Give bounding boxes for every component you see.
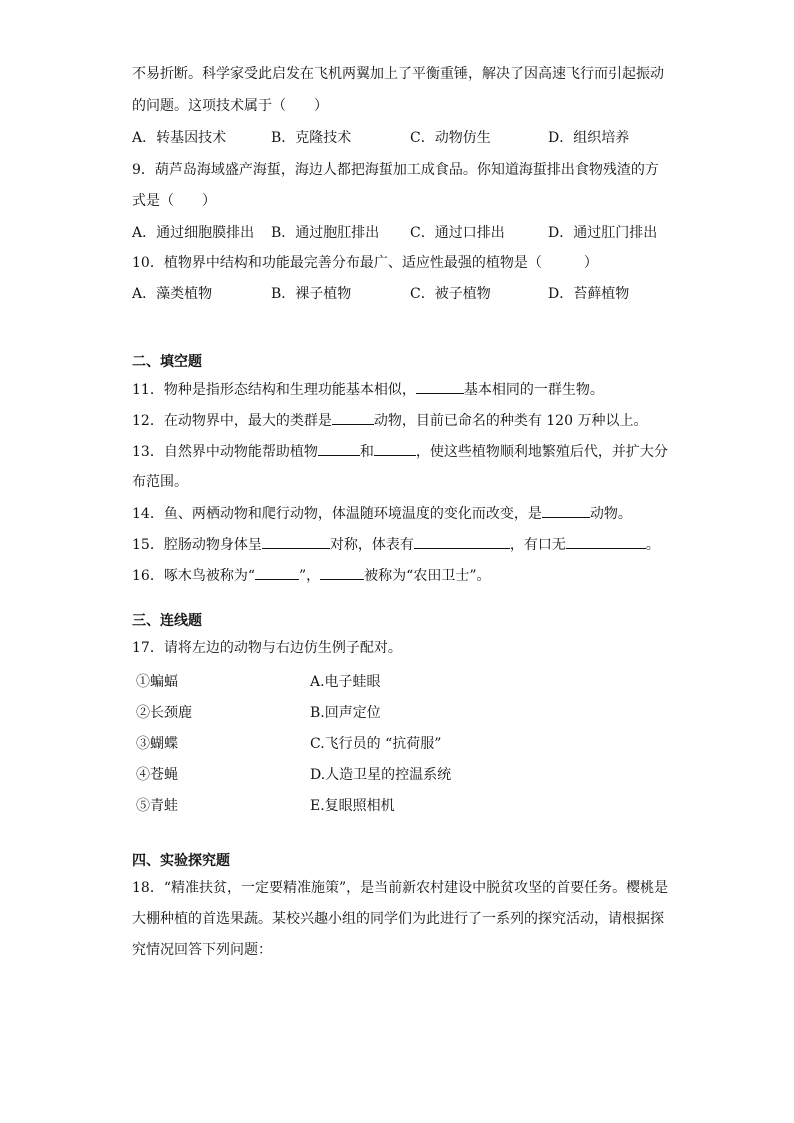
q9-line1: 9．葫芦岛海域盛产海蜇，海边人都把海蜇加工成食品。你知道海蜇排出食物残渣的方	[132, 162, 659, 178]
q18-line2: 大棚种植的首选果蔬。某校兴趣小组的同学们为此进行了一系列的探究活动，请根据探	[132, 911, 664, 927]
q12-text-a: 12．在动物界中，最大的类群是	[132, 413, 332, 429]
section-4-title: 四、实验探究题	[132, 853, 230, 869]
q14	[132, 503, 632, 524]
q10-option-b: B．裸子植物	[271, 286, 352, 302]
q10-option-c: C．被子植物	[410, 286, 491, 302]
q16-text-a: 16．啄木鸟被称为“	[132, 568, 255, 584]
q13-blank-1[interactable]	[318, 441, 360, 456]
q13-line2: 布范围。	[132, 474, 188, 490]
q15-blank-2[interactable]	[414, 534, 510, 549]
q15-text-c: ，有口无	[509, 537, 566, 553]
section-3-title: 三、连线题	[132, 613, 202, 629]
q13-text-a: 13．自然界中动物能帮助植物	[132, 444, 318, 460]
q16-blank-2[interactable]	[320, 565, 364, 580]
q8-option-d: D．组织培养	[548, 130, 630, 146]
q17-right-item-c[interactable]: C.飞行员的 “抗荷服”	[310, 736, 442, 752]
q8-option-a: A．转基因技术	[132, 130, 227, 146]
q16-text-c: 被称为“农田卫士”。	[364, 568, 491, 584]
q10-option-d: D．苔藓植物	[548, 286, 630, 302]
q14-text-b: 动物。	[589, 506, 632, 522]
q12-blank[interactable]	[332, 410, 374, 425]
q15-text-b: 对称，体表有	[329, 537, 414, 553]
q13-text-c: ，使这些植物顺利地繁殖后代，并扩大分	[415, 444, 668, 460]
q17-left-item-5[interactable]: ⑤青蛙	[136, 798, 178, 814]
q13	[132, 441, 668, 462]
q16-text-b: ”，	[298, 568, 321, 584]
q18-line3: 究情况回答下列问题：	[132, 942, 272, 958]
q16-blank-1[interactable]	[255, 565, 299, 580]
q17-right-item-e[interactable]: E.复眼照相机	[310, 798, 395, 814]
q15-blank-3[interactable]	[566, 534, 646, 549]
q8-line2: 的问题。这项技术属于（ ）	[132, 98, 328, 114]
q18-line1: 18．“精准扶贫，一定要精准施策”，是当前新农村建设中脱贫攻坚的首要任务。樱桃是	[132, 880, 669, 896]
q10-option-a: A．藻类植物	[132, 286, 213, 302]
q11-blank[interactable]	[416, 379, 464, 394]
q11-text-a: 11．物种是指形态结构和生理功能基本相似，	[132, 382, 416, 398]
q9-line2: 式是（ ）	[132, 193, 216, 209]
q17-right-item-a[interactable]: A.电子蛙眼	[310, 674, 381, 690]
q17-right-item-b[interactable]: B.回声定位	[310, 705, 381, 721]
q15	[132, 534, 660, 555]
q13-blank-2[interactable]	[374, 441, 416, 456]
q14-blank[interactable]	[542, 503, 590, 518]
q17-left-item-1[interactable]: ①蝙蝠	[136, 674, 178, 690]
q12	[132, 410, 647, 431]
q15-text-d: 。	[645, 537, 660, 553]
q15-blank-1[interactable]	[262, 534, 330, 549]
q8-line1: 不易折断。科学家受此启发在飞机两翼加上了平衡重锤，解决了因高速飞行而引起振动	[132, 66, 664, 82]
q8-option-c: C．动物仿生	[410, 130, 491, 146]
q17-left-item-3[interactable]: ③蝴蝶	[136, 736, 178, 752]
q17-right-item-d[interactable]: D.人造卫星的控温系统	[310, 767, 452, 783]
q9-option-c: C．通过口排出	[410, 225, 505, 241]
q14-text-a: 14．鱼、两栖动物和爬行动物，体温随环境温度的变化而改变，是	[132, 506, 542, 522]
q9-option-a: A．通过细胞膜排出	[132, 225, 255, 241]
q17-left-item-2[interactable]: ②长颈鹿	[136, 705, 192, 721]
q17-text: 17．请将左边的动物与右边仿生例子配对。	[132, 640, 402, 656]
q9-option-b: B．通过胞肛排出	[271, 225, 380, 241]
q12-text-b: 动物，目前已命名的种类有 120 万种以上。	[373, 413, 648, 429]
q10-line1: 10．植物界中结构和功能最完善分布最广、适应性最强的植物是（ ）	[132, 255, 598, 271]
section-2-title: 二、填空题	[132, 354, 202, 370]
q11	[132, 379, 604, 400]
q17-left-item-4[interactable]: ④苍蝇	[136, 767, 178, 783]
q16	[132, 565, 490, 586]
q8-option-b: B．克隆技术	[271, 130, 352, 146]
q11-text-b: 基本相同的一群生物。	[463, 382, 604, 398]
q15-text-a: 15．腔肠动物身体呈	[132, 537, 262, 553]
q13-text-b: 和	[359, 444, 374, 460]
q9-option-d: D．通过肛门排出	[548, 225, 658, 241]
